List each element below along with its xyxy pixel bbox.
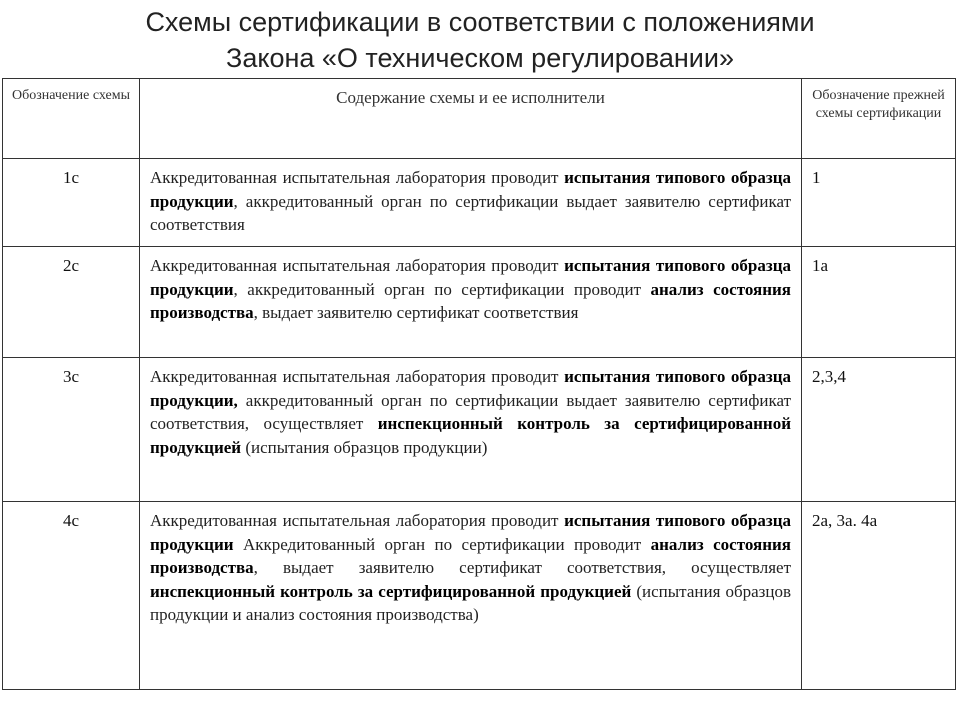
header-previous-scheme: Обозначение прежней схемы сертификации [802,79,956,159]
emphasized-text: инспекционный контроль за сертифицированной продукцией [150,581,632,601]
emphasized-text: инспекционный контроль за сертифицированной продукцией [150,414,791,457]
scheme-code-cell: 1с [3,159,140,247]
header-scheme-code: Обозначение схемы [3,79,140,159]
emphasized-text: испытания типового образца продукции [150,256,791,299]
previous-scheme-cell: 1а [802,247,956,358]
table-row [3,247,956,358]
scheme-description [150,365,791,459]
description-text: Аккредитованная испытательная лаборатория проводит [150,256,565,275]
emphasized-text: испытания типового образца продукции [150,511,791,554]
previous-scheme-cell: 1 [802,159,956,247]
description-text: Аккредитованная испытательная лаборатория проводит [150,168,565,187]
description-text: (испытания образцов продукции и анализ состояния производства) [150,581,791,624]
table-row [3,159,956,247]
scheme-content-cell [140,247,802,358]
header-scheme-content: Содержание схемы и ее исполнители [140,79,802,159]
title-line-2: Закона «О техническом регулировании» [226,43,734,73]
emphasized-text: испытания типового образца продукции [150,168,791,211]
scheme-description [150,166,791,237]
title-line-1: Схемы сертификации в соответствии с положениями [145,7,815,37]
previous-scheme-cell: 2а, 3а. 4а [802,502,956,690]
table-row [3,358,956,502]
scheme-content-cell [140,159,802,247]
description-text: (испытания образцов продукции) [241,437,488,457]
emphasized-text: анализ состояния производства [150,534,791,577]
description-text: Аккредитованный орган по сертификации проводит [233,534,651,554]
scheme-description [150,254,791,325]
scheme-code-cell: 2с [3,247,140,358]
description-text: Аккредитованная испытательная лаборатория проводит [150,511,565,530]
scheme-content-cell [140,502,802,690]
description-text: аккредитованный орган по сертификации выдает заявителю сертификат соответствия, осуществляет [150,390,791,433]
description-text: , аккредитованный орган по сертификации выдает заявителю сертификат соответствия [150,191,791,234]
scheme-description [150,509,791,627]
scheme-code-cell: 4с [3,502,140,690]
table-row [3,502,956,690]
page-title [0,4,960,76]
emphasized-text: испытания типового образца продукции, [150,367,791,410]
description-text: , выдает заявителю сертификат соответствия [253,303,579,322]
scheme-content-cell [140,358,802,502]
certification-schemes-table [2,78,956,690]
description-text: , выдает заявителю сертификат соответствия, осуществляет [253,558,791,577]
table-header-row [3,79,956,159]
description-text: Аккредитованная испытательная лаборатория проводит [150,367,565,386]
emphasized-text: анализ состояния производства [150,279,791,322]
scheme-code-cell: 3с [3,358,140,502]
description-text: , аккредитованный орган по сертификации проводит [233,279,651,299]
previous-scheme-cell: 2,3,4 [802,358,956,502]
